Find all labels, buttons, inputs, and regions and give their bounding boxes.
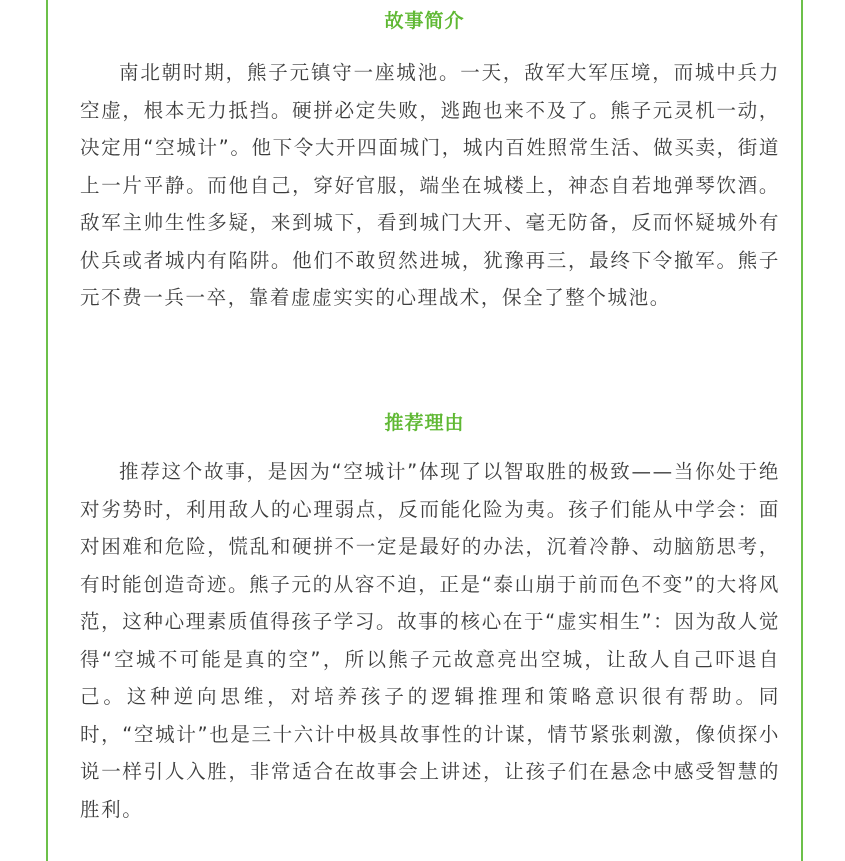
section-title-story-summary: 故事简介 (384, 10, 465, 32)
article-frame (46, 0, 803, 861)
section-title-recommendation: 推荐理由 (384, 412, 465, 434)
recommendation-paragraph: 推荐这个故事，是因为“空城计”体现了以智取胜的极致——当你处于绝对劣势时，利用敌人的心理弱点，反而能化险为夷。孩子们能从中学会：面对困难和危险，慌乱和硬拼不一定是最好的办法，沉着冷静、动脑筋思考，有时能创造奇迹。熊子元的从容不迫，正是“泰山崩于前而色不变”的大将风范，这种心理素质值得孩子学习。故事的核心在于“虚实相生”：因为敌人觉得“空城不可能是真的空”，所以熊子元故意亮出空城，让敌人自己吓退自己。这种逆向思维，对培养孩子的逻辑推理和策略意识很有帮助。同时，“空城计”也是三十六计中极具故事性的计谋，情节紧张刺激，像侦探小说一样引人入胜，非常适合在故事会上讲述，让孩子们在悬念中感受智慧的胜利。 (80, 460, 780, 821)
story-summary-paragraph: 南北朝时期，熊子元镇守一座城池。一天，敌军大军压境，而城中兵力空虚，根本无力抵挡。硬拼必定失败，逃跑也来不及了。熊子元灵机一动，决定用“空城计”。他下令大开四面城门，城内百姓照常生活、做买卖，街道上一片平静。而他自己，穿好官服，端坐在城楼上，神态自若地弹琴饮酒。敌军主帅生性多疑，来到城下，看到城门大开、毫无防备，反而怀疑城外有伏兵或者城内有陷阱。他们不敢贸然进城，犹豫再三，最终下令撤军。熊子元不费一兵一卒，靠着虚虚实实的心理战术，保全了整个城池。 (80, 61, 780, 309)
